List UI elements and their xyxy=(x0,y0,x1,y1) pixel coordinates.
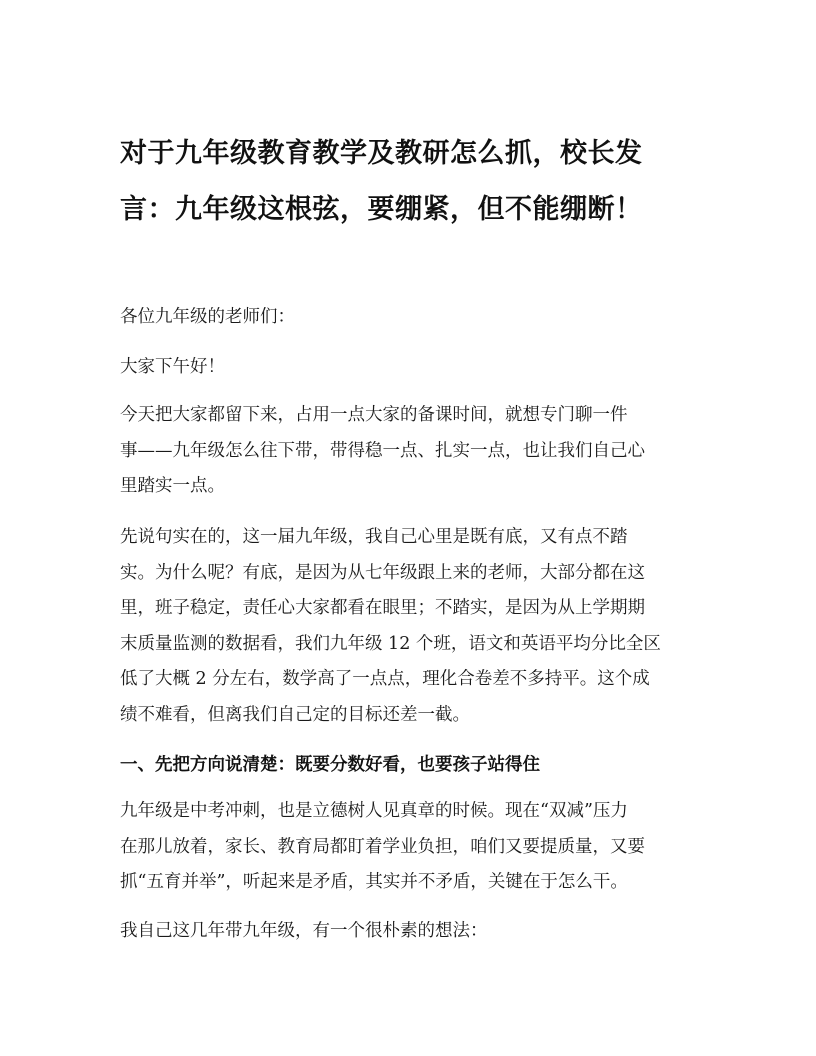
greeting: 大家下午好！ xyxy=(120,357,225,377)
paragraph-line: 九年级是中考冲刺，也是立德树人见真章的时候。现在“双减”压力 xyxy=(120,801,628,821)
paragraph-line: 抓“五育并举”，听起来是矛盾，其实并不矛盾，关键在于怎么干。 xyxy=(120,872,628,892)
paragraph-line: 末质量监测的数据看，我们九年级 12 个班，语文和英语平均分比全区 xyxy=(120,633,661,654)
paragraph-line: 事——九年级怎么往下带，带得稳一点、扎实一点，也让我们自己心 xyxy=(120,440,645,461)
salutation: 各位九年级的老师们： xyxy=(120,307,295,327)
paragraph-line: 今天把大家都留下来，占用一点大家的备课时间，就想专门聊一件 xyxy=(120,405,628,425)
paragraph-thought: 我自己这几年带九年级，有一个很朴素的想法： xyxy=(120,921,488,941)
paragraph-opening xyxy=(120,398,700,505)
paragraph-direction xyxy=(120,794,700,901)
paragraph-line: 里，班子稳定，责任心大家都看在眼里；不踏实，是因为从上学期期 xyxy=(120,598,645,618)
paragraph-line: 在那儿放着，家长、教育局都盯着学业负担，咱们又要提质量，又要 xyxy=(120,836,645,857)
paragraph-line: 低了大概 2 分左右，数学高了一点点，理化合卷差不多持平。这个成 xyxy=(120,669,650,689)
section-heading: 一、先把方向说清楚：既要分数好看，也要孩子站得住 xyxy=(120,755,540,775)
document-title xyxy=(120,126,700,238)
paragraph-situation xyxy=(120,520,700,733)
title-line: 对于九年级教育教学及教研怎么抓，校长发 xyxy=(120,138,643,169)
paragraph-line: 先说句实在的，这一届九年级，我自己心里是既有底，又有点不踏 xyxy=(120,527,628,547)
paragraph-line: 里踏实一点。 xyxy=(120,476,225,496)
paragraph-line: 实。为什么呢？有底，是因为从七年级跟上来的老师，大部分都在这 xyxy=(120,562,645,583)
title-line: 言：九年级这根弦，要绷紧，但不能绷断！ xyxy=(120,194,643,225)
paragraph-line: 绩不难看，但离我们自己定的目标还差一截。 xyxy=(120,704,470,725)
